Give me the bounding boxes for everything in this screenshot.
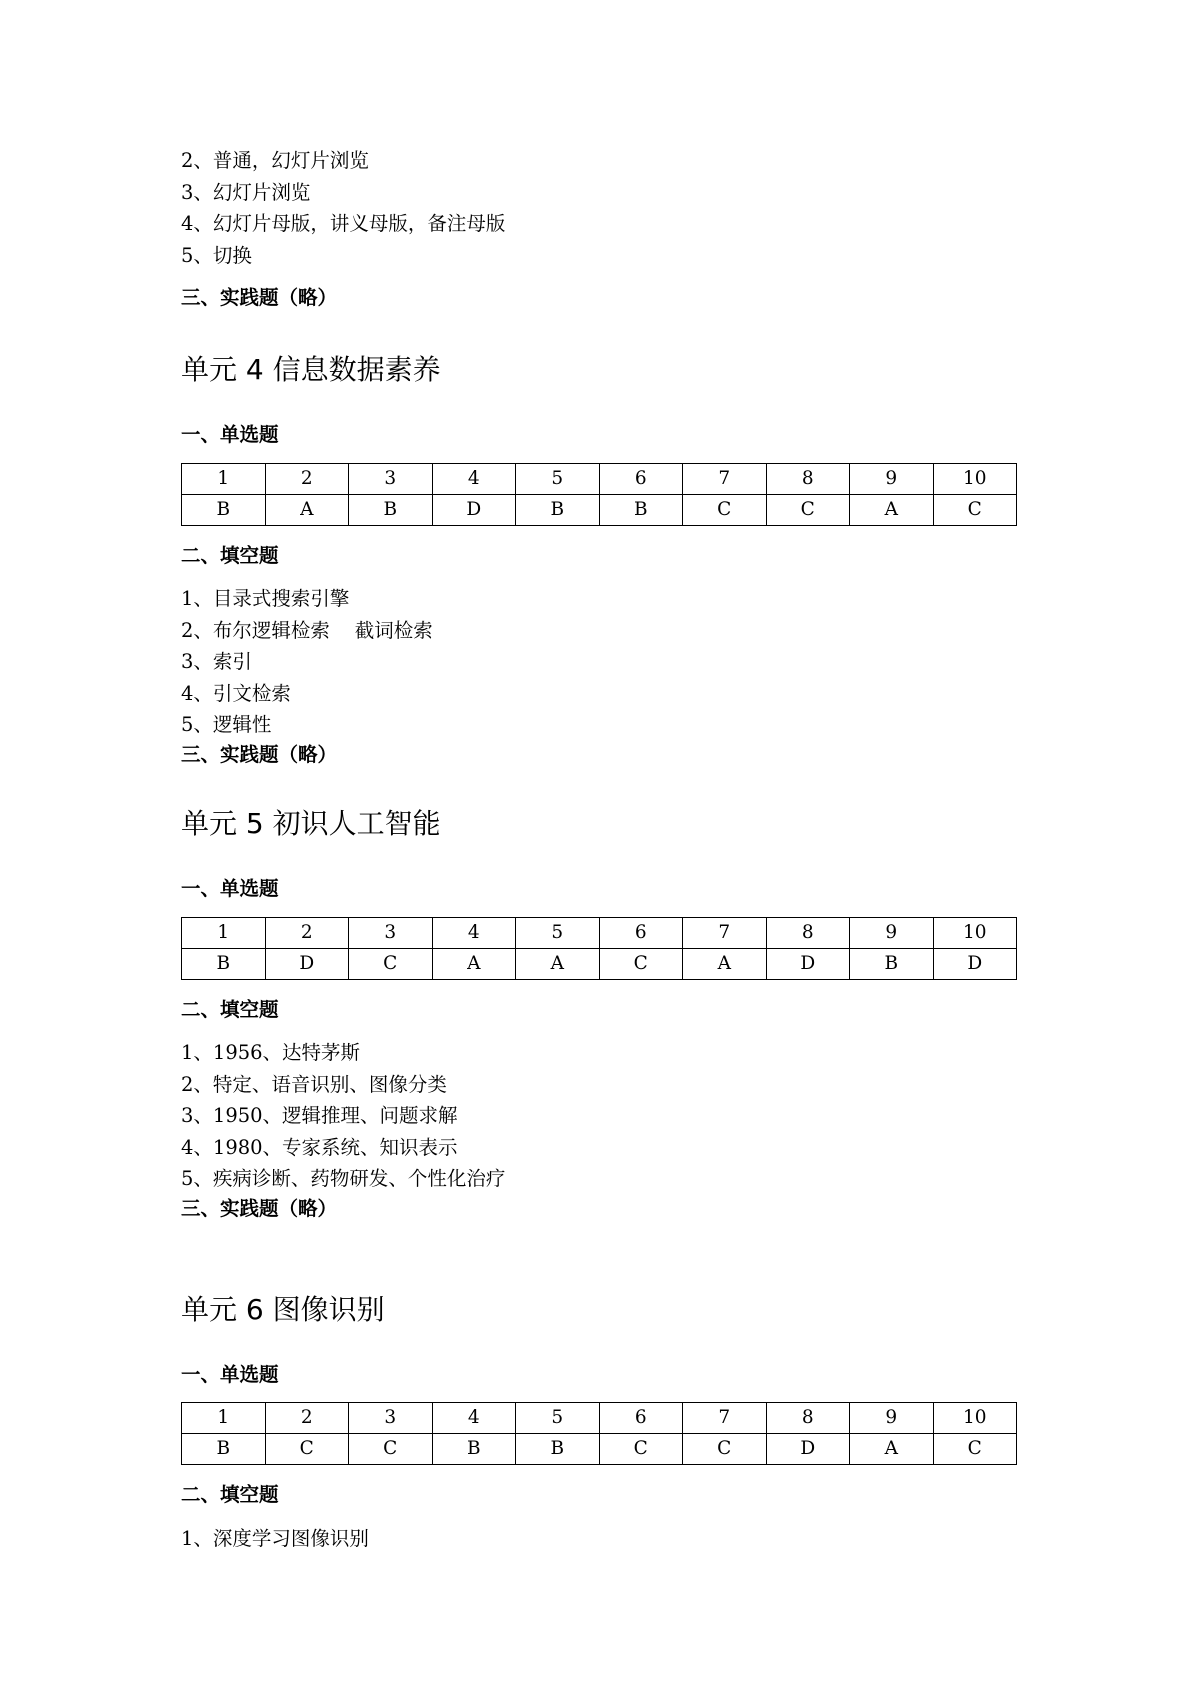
fill-line: 3、1950、逻辑推理、问题求解 — [181, 1104, 458, 1127]
fill-line: 1、目录式搜索引擎 — [181, 587, 350, 610]
table-cell: 10 — [933, 1403, 1017, 1434]
table-cell: 10 — [933, 464, 1017, 495]
table-cell: 8 — [766, 918, 850, 949]
table-cell: 5 — [516, 1403, 600, 1434]
table-cell: 1 — [182, 464, 266, 495]
table-cell: B — [599, 495, 683, 526]
table-cell: 1 — [182, 918, 266, 949]
single-choice-heading: 一、单选题 — [181, 423, 279, 446]
table-cell: 5 — [516, 918, 600, 949]
table-cell: B — [182, 495, 266, 526]
fill-line: 1、1956、达特茅斯 — [181, 1041, 361, 1064]
table-cell: C — [349, 1434, 433, 1465]
table-cell: B — [516, 1434, 600, 1465]
fill-line: 1、深度学习图像识别 — [181, 1527, 369, 1550]
table-row — [182, 495, 1017, 526]
intro-line: 4、幻灯片母版，讲义母版，备注母版 — [181, 212, 506, 235]
table-cell: B — [432, 1434, 516, 1465]
fill-line: 2、布尔逻辑检索 截词检索 — [181, 618, 433, 642]
table-cell: 3 — [349, 1403, 433, 1434]
table-row — [182, 918, 1017, 949]
fill-line: 3、索引 — [181, 650, 252, 673]
table-row — [182, 1434, 1017, 1465]
table-cell: 6 — [599, 1403, 683, 1434]
table-row — [182, 464, 1017, 495]
table-cell: 8 — [766, 1403, 850, 1434]
intro-line: 3、幻灯片浏览 — [181, 180, 311, 204]
practice-heading: 三、实践题（略） — [181, 743, 338, 766]
table-cell: C — [766, 495, 850, 526]
table-cell: D — [933, 949, 1017, 980]
table-cell: C — [683, 495, 767, 526]
table-cell: D — [265, 949, 349, 980]
table-cell: D — [766, 1434, 850, 1465]
table-cell: C — [265, 1434, 349, 1465]
table-cell: 4 — [432, 464, 516, 495]
intro-line: 2、普通，幻灯片浏览 — [181, 149, 369, 172]
practice-heading: 三、实践题（略） — [181, 286, 338, 309]
table-cell: C — [933, 1434, 1017, 1465]
fill-blank-heading: 二、填空题 — [181, 998, 279, 1021]
table-cell: 10 — [933, 918, 1017, 949]
table-cell: 6 — [599, 464, 683, 495]
table-cell: 9 — [850, 464, 934, 495]
fill-list — [181, 583, 433, 741]
table-cell: 2 — [265, 918, 349, 949]
table-cell: A — [850, 495, 934, 526]
table-cell: A — [432, 949, 516, 980]
table-row — [182, 949, 1017, 980]
fill-list — [181, 1523, 369, 1555]
table-cell: 7 — [683, 918, 767, 949]
table-cell: A — [850, 1434, 934, 1465]
table-cell: 8 — [766, 464, 850, 495]
table-cell: A — [265, 495, 349, 526]
fill-list — [181, 1037, 505, 1195]
table-cell: 1 — [182, 1403, 266, 1434]
fill-line: 5、逻辑性 — [181, 713, 272, 736]
table-cell: 2 — [265, 464, 349, 495]
unit-title: 单元 6 图像识别 — [181, 1293, 385, 1326]
table-cell: C — [349, 949, 433, 980]
table-cell: 4 — [432, 1403, 516, 1434]
fill-line: 2、特定、语音识别、图像分类 — [181, 1072, 447, 1096]
table-cell: 3 — [349, 918, 433, 949]
table-cell: C — [933, 495, 1017, 526]
table-cell: C — [599, 949, 683, 980]
table-cell: D — [432, 495, 516, 526]
unit-title: 单元 5 初识人工智能 — [181, 807, 441, 840]
table-cell: B — [516, 495, 600, 526]
fill-blank-heading: 二、填空题 — [181, 1483, 279, 1506]
table-row — [182, 1403, 1017, 1434]
single-choice-heading: 一、单选题 — [181, 877, 279, 900]
practice-heading: 三、实践题（略） — [181, 1197, 338, 1220]
table-cell: 2 — [265, 1403, 349, 1434]
table-cell: C — [599, 1434, 683, 1465]
answer-table — [181, 1402, 1017, 1465]
table-cell: 7 — [683, 464, 767, 495]
fill-line: 4、引文检索 — [181, 681, 291, 705]
table-cell: 4 — [432, 918, 516, 949]
table-cell: 5 — [516, 464, 600, 495]
table-cell: 9 — [850, 1403, 934, 1434]
fill-blank-heading: 二、填空题 — [181, 544, 279, 567]
table-cell: B — [182, 949, 266, 980]
table-cell: 6 — [599, 918, 683, 949]
answer-table — [181, 917, 1017, 980]
table-cell: 9 — [850, 918, 934, 949]
intro-list — [181, 145, 505, 271]
table-cell: B — [850, 949, 934, 980]
table-cell: 7 — [683, 1403, 767, 1434]
answer-table — [181, 463, 1017, 526]
intro-line: 5、切换 — [181, 243, 252, 267]
table-cell: D — [766, 949, 850, 980]
table-cell: B — [182, 1434, 266, 1465]
unit-title: 单元 4 信息数据素养 — [181, 353, 441, 386]
table-cell: 3 — [349, 464, 433, 495]
table-cell: C — [683, 1434, 767, 1465]
fill-line: 4、1980、专家系统、知识表示 — [181, 1135, 458, 1159]
fill-line: 5、疾病诊断、药物研发、个性化治疗 — [181, 1167, 506, 1190]
single-choice-heading: 一、单选题 — [181, 1363, 279, 1386]
table-cell: A — [683, 949, 767, 980]
table-cell: B — [349, 495, 433, 526]
table-cell: A — [516, 949, 600, 980]
